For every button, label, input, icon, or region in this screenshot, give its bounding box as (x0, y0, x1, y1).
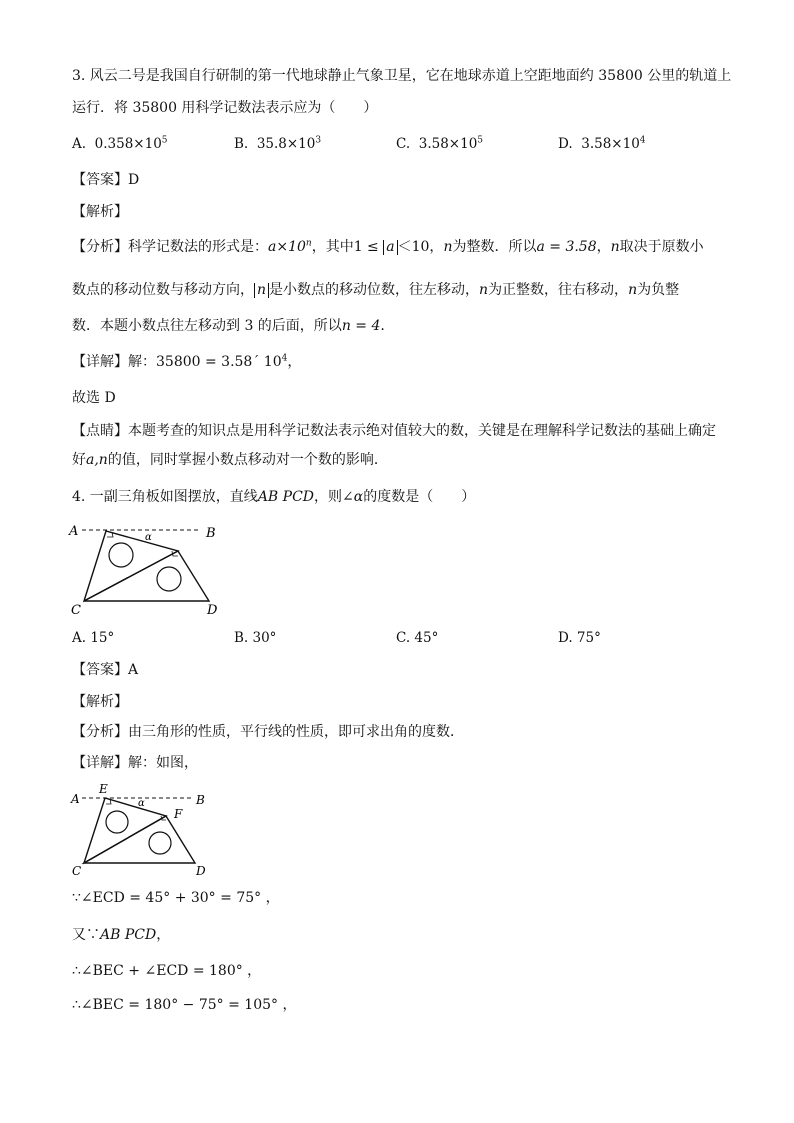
q3-fenxi-line1: 【分析】科学记数法的形式是：$a\times 10^n$，其中1 ≤ a ＜10，n为整数．所以a = 3.58，n取决于原数小 (72, 238, 704, 255)
q3-answer: 【答案】D (72, 172, 140, 188)
q4-step2: 又∵AB PCD， (72, 927, 171, 943)
q4-option-a: A. 15° (72, 630, 115, 646)
q3-stem-line1: 3. 风云二号是我国自行研制的第一代地球静止气象卫星，它在地球赤道上空距地面约 35800 公里的轨道上 (72, 68, 732, 84)
label-a: A (69, 524, 79, 539)
q4-option-b: B. 30° (234, 630, 277, 646)
q3-option-a: A. $0.358\times 10^5$ (72, 135, 168, 152)
hole-circle-1 (109, 543, 133, 567)
q4-answer: 【答案】A (72, 662, 139, 678)
label-alpha: α (138, 798, 145, 809)
label-alpha: α (145, 532, 152, 543)
q4-figure-triangles (64, 518, 234, 620)
q4-step4: ∴∠BEC = 180° − 75° = 105° ， (72, 997, 297, 1013)
q3-fenxi-line3: 数．本题小数点往左移动到 3 的后面，所以n = 4. (72, 318, 385, 334)
q4-figure-solution (64, 780, 224, 880)
label-b: B (206, 526, 216, 541)
q3-option-d: D. $3.58\times 10^4$ (558, 135, 646, 152)
q3-dianjing-line2: 好a,n的值，同时掌握小数点移动对一个数的影响． (72, 452, 388, 468)
q3-fenxi-line2: 数点的移动位数与移动方向， n 是小数点的移动位数，往左移动，n为正整数，往右移动，n为负整 (72, 282, 680, 298)
q4-option-c: C. 45° (396, 630, 439, 646)
q3-guxuan: 故选 D (72, 390, 116, 406)
q3-option-c: C. $3.58\times 10^5$ (396, 135, 484, 152)
hole-circle-1 (106, 811, 128, 833)
q4-stem: 4. 一副三角板如图摆放，直线AB PCD，则∠α的度数是（ ） (72, 489, 476, 505)
label-d: D (196, 864, 206, 878)
label-e: E (99, 782, 108, 796)
q3-xiangjie: 【详解】解：35800 = 3.58´ $10^4$， (72, 353, 302, 370)
triangle-30 (84, 816, 195, 863)
hole-circle-2 (157, 567, 181, 591)
q3-stem-line2: 运行．将 35800 用科学记数法表示应为（ ） (72, 100, 378, 116)
q3-dianjing-line1: 【点睛】本题考查的知识点是用科学记数法表示绝对值较大的数，关键是在理解科学记数法的基础上确定 (72, 423, 716, 439)
label-d: D (207, 603, 218, 618)
q3-option-b: B. $35.8\times 10^3$ (234, 135, 322, 152)
q4-xiangjie: 【详解】解：如图， (72, 755, 198, 771)
q3-jiexi-heading: 【解析】 (72, 204, 128, 220)
label-f: F (174, 807, 183, 821)
label-c: C (71, 603, 81, 618)
q4-jiexi-heading: 【解析】 (72, 694, 128, 710)
triangle-30 (84, 551, 209, 601)
q4-step1: ∵∠ECD = 45° + 30° = 75° ， (72, 890, 280, 906)
label-b: B (196, 793, 205, 807)
hole-circle-2 (149, 832, 171, 854)
q4-step3: ∴∠BEC + ∠ECD = 180° ， (72, 963, 262, 979)
label-c: C (72, 864, 82, 878)
label-a: A (71, 792, 80, 806)
q4-option-d: D. 75° (558, 630, 601, 646)
triangle-45 (84, 798, 166, 863)
q4-fenxi: 【分析】由三角形的性质，平行线的性质，即可求出角的度数． (72, 724, 464, 740)
